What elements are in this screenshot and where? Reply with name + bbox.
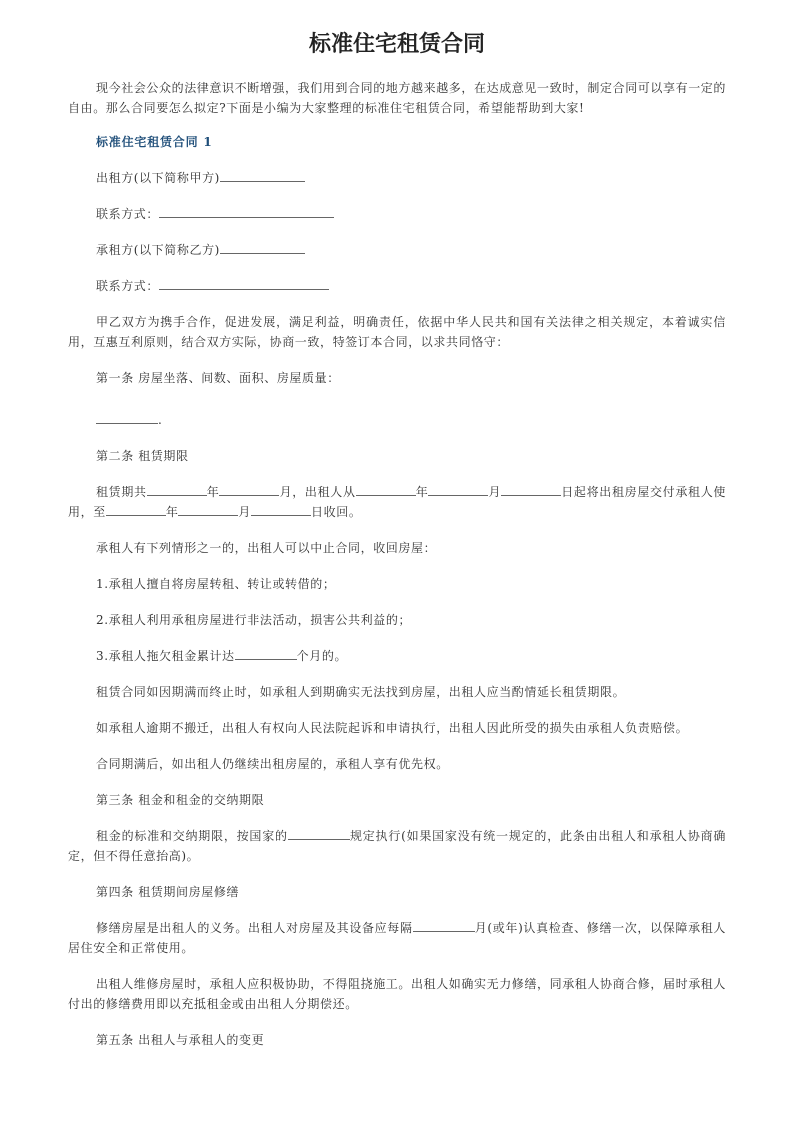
lessee-contact-label: 联系方式： bbox=[96, 279, 160, 293]
article1-blank-end: . bbox=[158, 413, 163, 427]
term-text-5: 月 bbox=[488, 485, 502, 499]
article3-paragraph bbox=[68, 826, 726, 866]
termination-item-2: 2.承租人利用承租房屋进行非法活动，损害公共利益的； bbox=[96, 613, 412, 627]
start-blank-day bbox=[501, 482, 561, 496]
lessee-blank bbox=[220, 240, 305, 254]
termination-intro: 承租人有下列情形之一的，出租人可以中止合同，收回房屋： bbox=[96, 541, 437, 555]
article4-blank bbox=[413, 918, 475, 932]
article1-heading: 第一条 房屋坐落、间数、面积、房屋质量： bbox=[96, 371, 340, 385]
lessee-contact-blank bbox=[159, 276, 329, 290]
priority-paragraph: 合同期满后，如出租人仍继续出租房屋的，承租人享有优先权。 bbox=[96, 757, 449, 771]
article2-term-paragraph bbox=[68, 482, 726, 522]
term-text-4: 年 bbox=[415, 485, 429, 499]
lessee-contact-line bbox=[68, 276, 726, 296]
document-title: 标准住宅租赁合同 bbox=[308, 32, 485, 57]
term-text-3: 月，出租人从 bbox=[279, 485, 356, 499]
term-text-9: 日收回。 bbox=[311, 505, 362, 519]
item3-blank bbox=[235, 646, 297, 660]
end-blank-month bbox=[178, 502, 238, 516]
expire-paragraph: 租赁合同如因期满而终止时，如承租人到期确实无法找到房屋，出租人应当酌情延长租赁期限。 bbox=[96, 685, 626, 699]
intro-paragraph: 现今社会公众的法律意识不断增强，我们用到合同的地方越来越多，在达成意见一致时，制定合同可以享有一定的自由。那么合同要怎么拟定?下面是小编为大家整理的标准住宅租赁合同，希望能帮助到大家! bbox=[68, 81, 727, 115]
start-blank-year bbox=[356, 482, 416, 496]
lessor-contact-blank bbox=[159, 204, 334, 218]
article3-heading: 第三条 租金和租金的交纳期限 bbox=[96, 793, 265, 807]
lessor-contact-label: 联系方式： bbox=[96, 207, 160, 221]
term-text-6: 日起将出租房屋交付承租人使用，至 bbox=[68, 485, 726, 519]
article5-heading: 第五条 出租人与承租人的变更 bbox=[96, 1033, 265, 1047]
article3-blank bbox=[288, 826, 350, 840]
article4-paragraph-1 bbox=[68, 918, 726, 958]
article3-text-post: 规定执行(如果国家没有统一规定的，此条由出租人和承租人协商确定，但不得任意抬高)。 bbox=[68, 829, 726, 863]
start-blank-month bbox=[428, 482, 488, 496]
term-text-8: 月 bbox=[238, 505, 252, 519]
end-blank-day bbox=[251, 502, 311, 516]
term-text-7: 年 bbox=[165, 505, 179, 519]
item3-text-post: 个月的。 bbox=[296, 649, 348, 663]
lessee-label: 承租方(以下简称乙方) bbox=[96, 243, 220, 257]
article1-blank bbox=[96, 410, 158, 424]
contract-subheading: 标准住宅租赁合同 1 bbox=[96, 135, 213, 149]
term-blank-months bbox=[219, 482, 279, 496]
termination-item-1: 1.承租人擅自将房屋转租、转让或转借的； bbox=[96, 577, 336, 591]
end-blank-year bbox=[106, 502, 166, 516]
lessee-line bbox=[68, 240, 726, 260]
lessor-label: 出租方(以下简称甲方) bbox=[96, 171, 220, 185]
article3-text-pre: 租金的标准和交纳期限，按国家的 bbox=[96, 829, 288, 843]
lessor-line bbox=[68, 168, 726, 188]
term-text-1: 租赁期共 bbox=[96, 485, 147, 499]
article4-paragraph-2: 出租人维修房屋时，承租人应积极协助，不得阻挠施工。出租人如确实无力修缮，同承租人协商合修，届时承租人付出的修缮费用即以充抵租金或由出租人分期偿还。 bbox=[68, 977, 727, 1011]
lessor-blank bbox=[220, 168, 305, 182]
termination-item-3 bbox=[68, 646, 726, 666]
term-text-2: 年 bbox=[206, 485, 220, 499]
article1-blank-line bbox=[68, 410, 726, 430]
item3-text-pre: 3.承租人拖欠租金累计达 bbox=[96, 649, 235, 663]
preamble-paragraph: 甲乙双方为携手合作，促进发展，满足利益，明确责任，依据中华人民共和国有关法律之相关规定，本着诚实信用，互惠互利原则，结合双方实际，协商一致，特签订本合同，以求共同恪守： bbox=[68, 315, 726, 349]
article4-heading: 第四条 租赁期间房屋修缮 bbox=[96, 885, 240, 899]
article4-p1-pre: 修缮房屋是出租人的义务。出租人对房屋及其设备应每隔 bbox=[96, 921, 413, 935]
term-blank-years bbox=[147, 482, 207, 496]
article2-heading: 第二条 租赁期限 bbox=[96, 449, 189, 463]
article4-p1-post: 月(或年)认真检查、修缮一次，以保障承租人居住安全和正常使用。 bbox=[68, 921, 726, 955]
overdue-paragraph: 如承租人逾期不搬迁，出租人有权向人民法院起诉和申请执行，出租人因此所受的损失由承租人负责赔偿。 bbox=[96, 721, 689, 735]
lessor-contact-line bbox=[68, 204, 726, 224]
